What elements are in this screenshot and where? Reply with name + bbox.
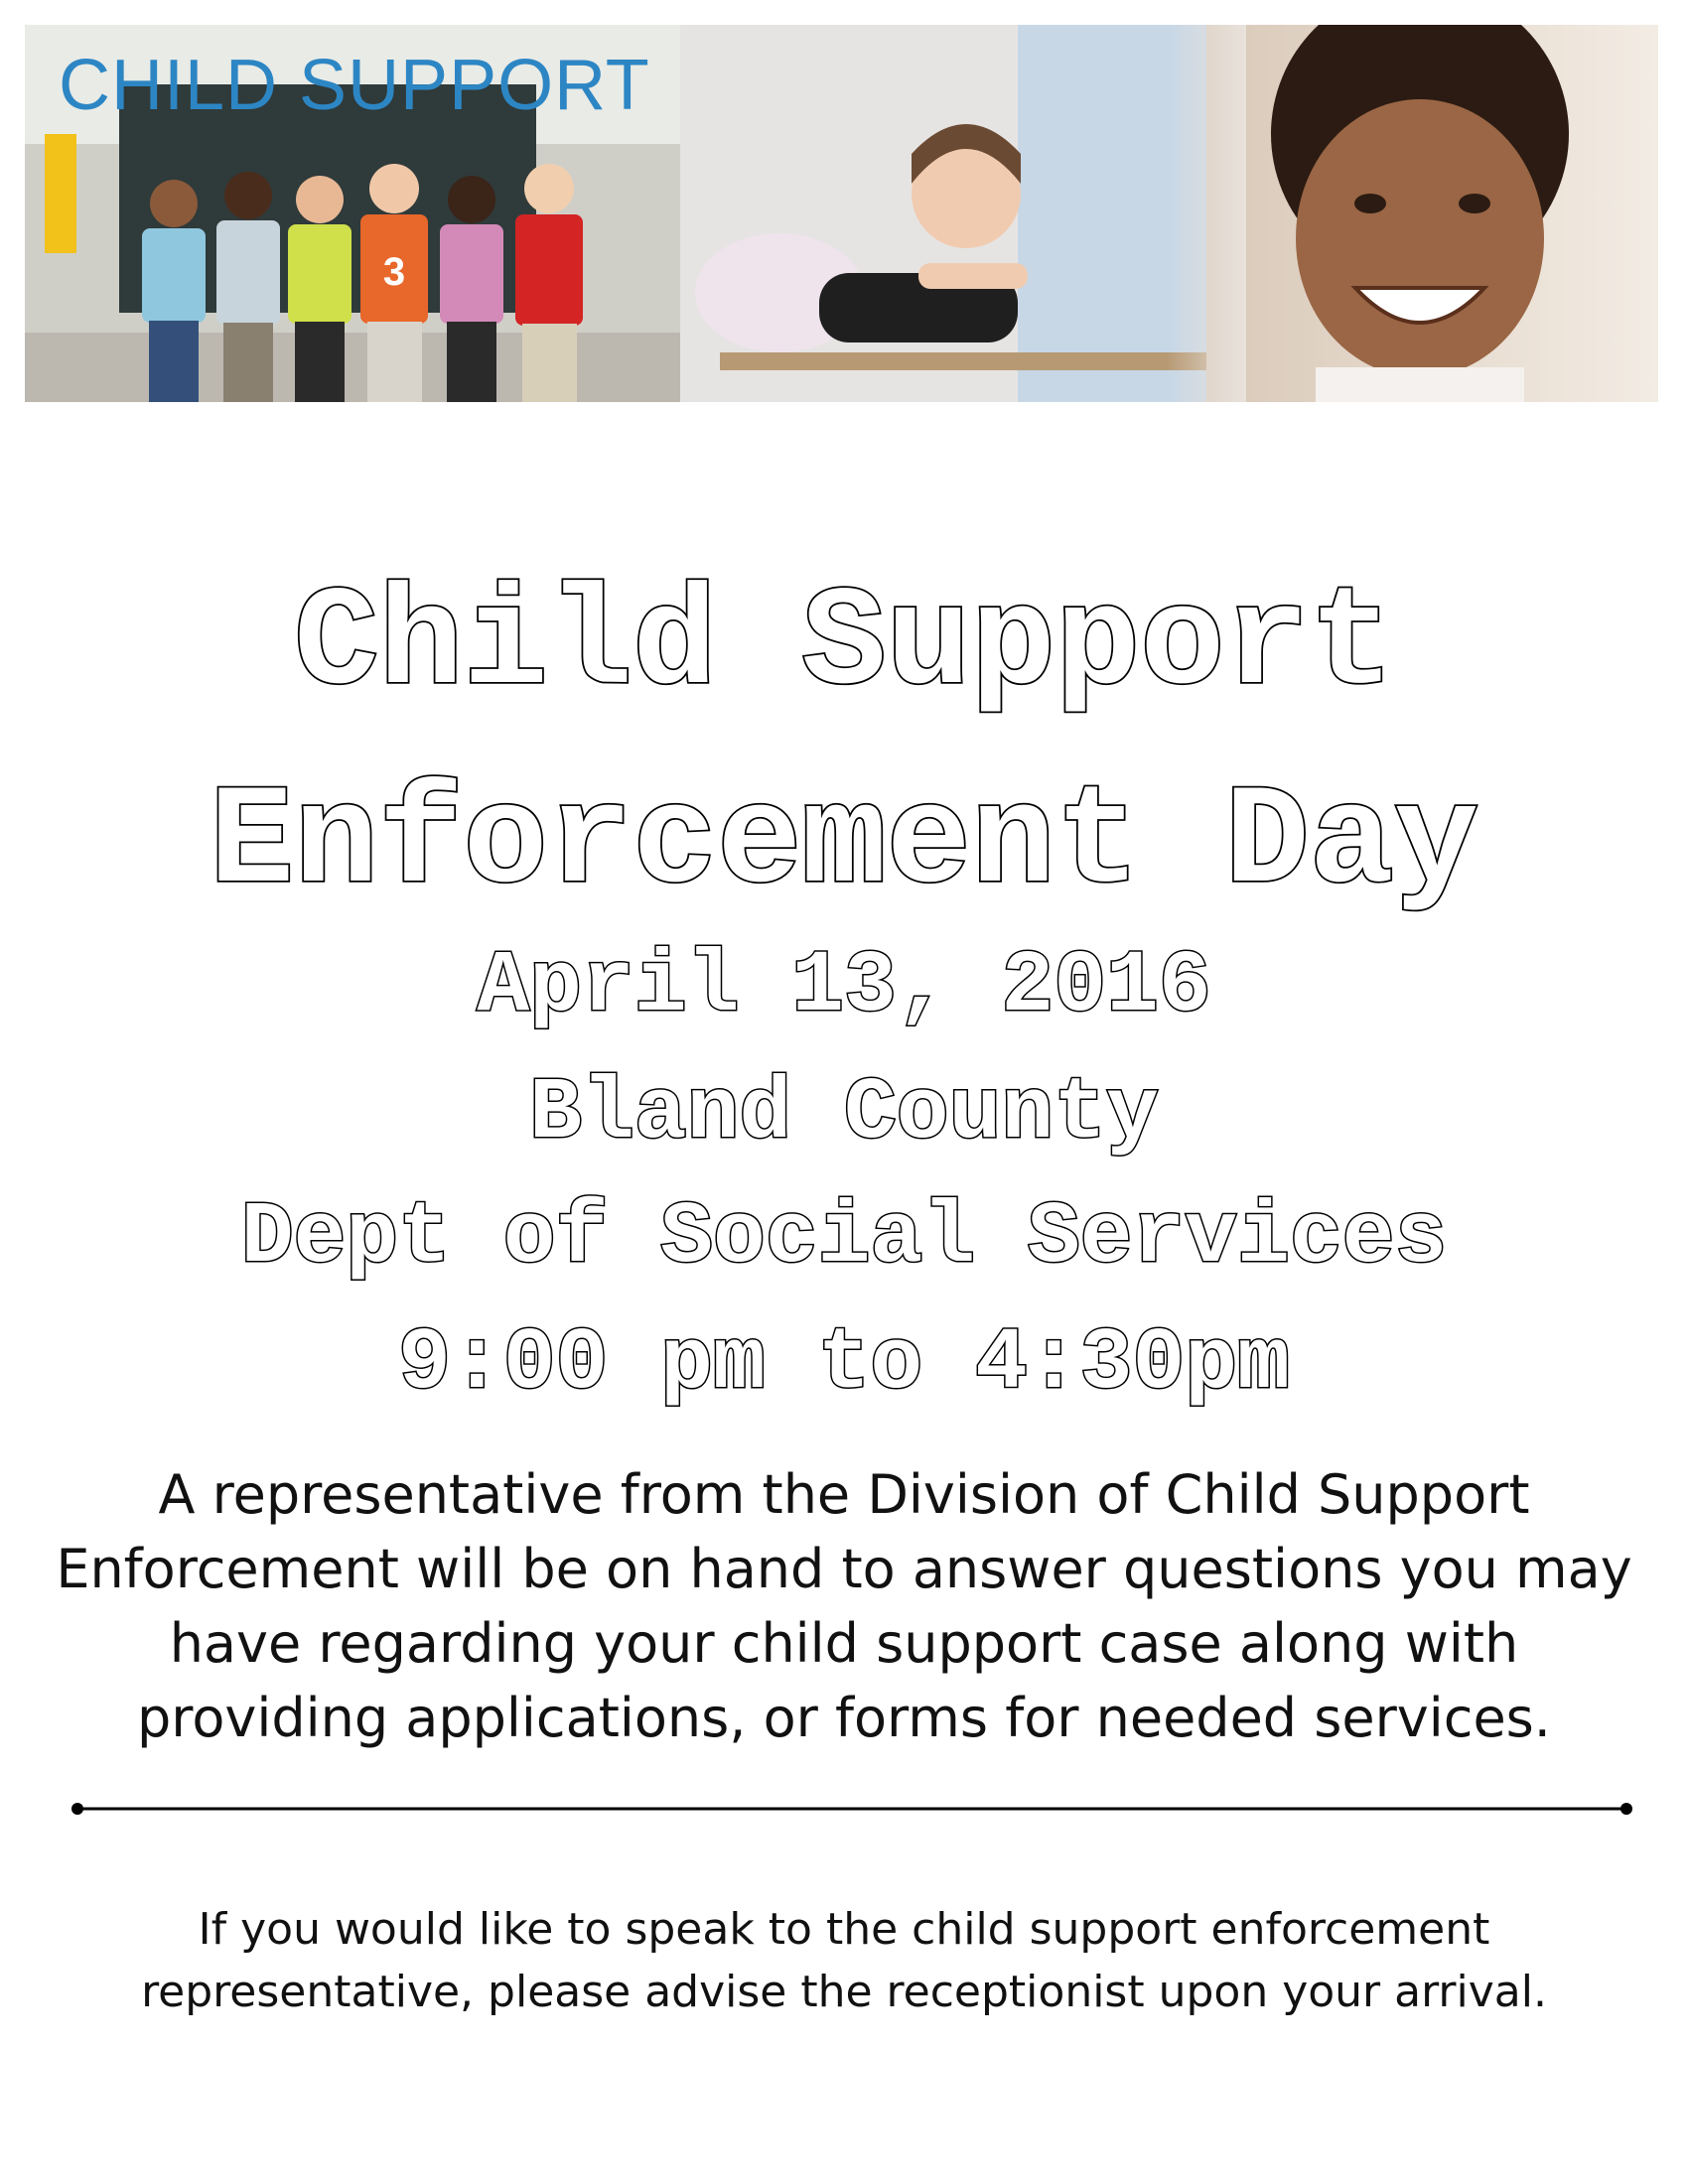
page-title-line-1: Child Support	[294, 565, 1394, 725]
header-banner-image	[25, 25, 1658, 402]
jersey-number: 3	[382, 250, 406, 294]
event-department: Dept of Social Services	[240, 1189, 1448, 1288]
section-divider	[71, 1799, 1632, 1819]
event-time: 9:00 pm to 4:30pm	[398, 1315, 1290, 1414]
banner-caption: CHILD SUPPORT	[59, 46, 650, 125]
event-date: April 13, 2016	[477, 938, 1211, 1036]
event-county: Bland County	[529, 1065, 1159, 1163]
page-title-line-2: Enforcement Day	[209, 763, 1479, 923]
arrival-note: If you would like to speak to the child support enforcement representative, please advise the receptionist upon your arrival.	[141, 1904, 1547, 2017]
event-description: A representative from the Division of Child Support Enforcement will be on hand to answer questions you may have regarding your child support case along with providing applications, or forms for needed services.	[56, 1463, 1632, 1749]
